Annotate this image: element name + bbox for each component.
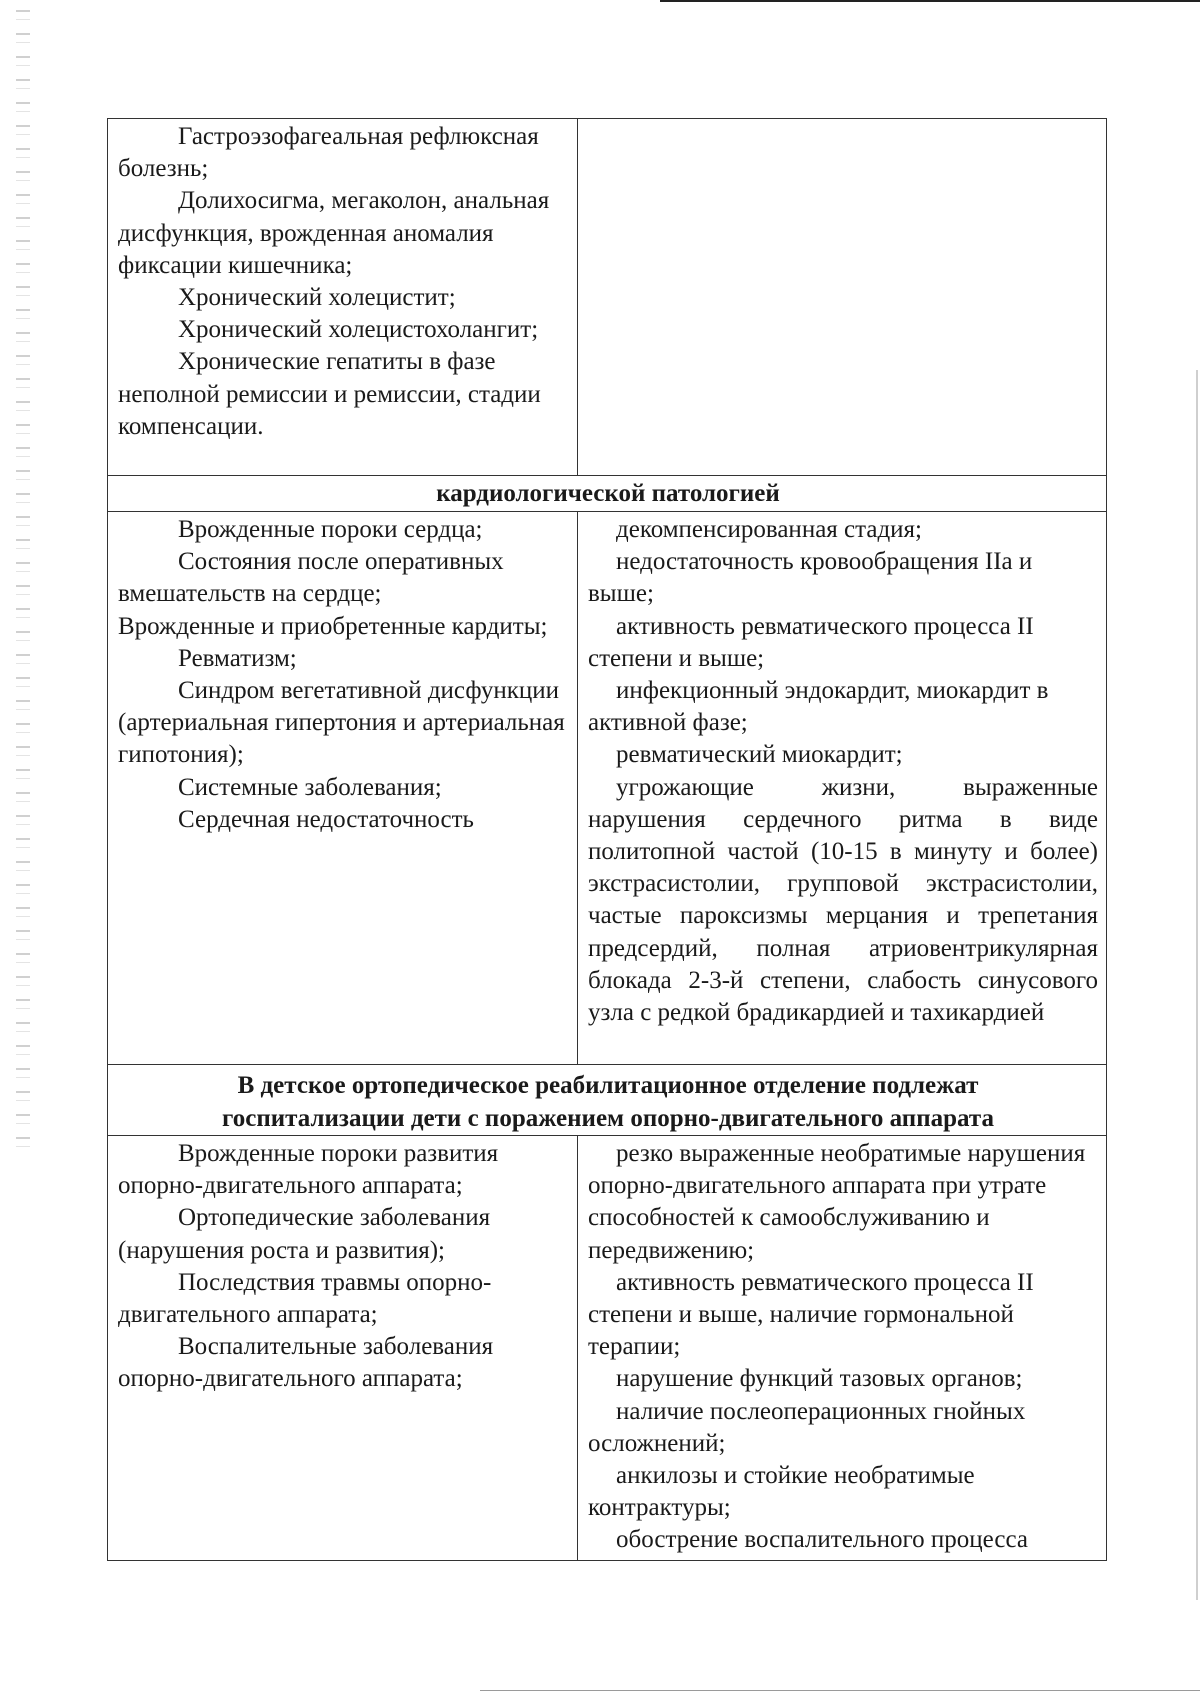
right-edge-shadow (1196, 370, 1198, 1600)
gastro-row (108, 119, 1107, 476)
ortho-heading-line: госпитализации дети с поражением опорно-двигательного аппарата (222, 1105, 994, 1132)
gastro-indication-item: Хронический холецистохолангит; (178, 316, 539, 344)
ortho-heading-row (108, 1065, 1107, 1136)
ortho-row (108, 1136, 1107, 1561)
ortho-indication-item: Воспалительные заболевания опорно-двигательного аппарата; (118, 1333, 494, 1393)
cardio-row (108, 512, 1107, 1065)
cardio-contraindication-item: декомпенсированная стадия; (616, 516, 923, 543)
ortho-indication-item: Врожденные пороки развития опорно-двигательного аппарата; (118, 1140, 499, 1200)
scan-binding-edge (16, 10, 30, 1160)
top-edge-rule (660, 0, 1200, 2)
cardio-contraindication-item: угрожающие жизни, выраженные нарушения сердечного ритма в виде политопной частой (10-15 в минуту и более) экстрасистолии, групповой экстрасистолии, частые пароксизмы мерцания и трепетания предсердий, полная атриовентрикулярная блокада 2-3-й степени, слабость синусового узла с редкой брадикардией и тахикардией (588, 773, 1098, 1027)
ortho-contraindication-item: резко выраженные необратимые нарушения опорно-двигательного аппарата при утрате способностей к самообслуживанию и передвижению; (588, 1140, 1086, 1264)
cardio-contraindication-item: активность ревматического процесса II степени и выше; (588, 612, 1034, 672)
cardio-indication-item: Синдром вегетативной дисфункции (артериальная гипертония и артериальная гипотония); (118, 677, 565, 769)
cardio-indication-item: Ревматизм; (178, 644, 297, 672)
criteria-table (107, 118, 1107, 1561)
cardio-contraindication-item: ревматический миокардит; (616, 741, 903, 769)
ortho-contraindication-item: нарушение функций тазовых органов; (616, 1365, 1023, 1393)
ortho-contraindications-cell (578, 1136, 1107, 1561)
cardio-contraindication-item: инфекционный эндокардит, миокардит в активной фазе; (588, 677, 1049, 737)
cardio-heading-row (108, 476, 1107, 512)
ortho-indication-item: Ортопедические заболевания (нарушения роста и развития); (118, 1204, 491, 1264)
ortho-indication-item: Последствия травмы опорно-двигательного аппарата; (118, 1268, 492, 1329)
gastro-indication-item: Хронический холецистит; (178, 284, 456, 312)
gastro-indications-cell (108, 119, 578, 476)
gastro-indication-item: Хронические гепатиты в фазе неполной ремиссии и ремиссии, стадии компенсации. (118, 348, 541, 440)
gastro-indication-item: Гастроэзофагеальная рефлюксная болезнь; (118, 123, 539, 183)
ortho-contraindication-item: анкилозы и стойкие необратимые контрактуры; (588, 1462, 975, 1522)
ortho-heading-line: В детское ортопедическое реабилитационное отделение подлежат (237, 1072, 979, 1099)
ortho-section-heading (108, 1065, 1107, 1136)
cardio-indication-item: Врожденные и приобретенные кардиты; (118, 612, 548, 640)
cardio-contraindications-cell (578, 512, 1107, 1065)
ortho-contraindication-item: наличие послеоперационных гнойных осложнений; (588, 1397, 1026, 1457)
bottom-edge-rule (480, 1690, 1200, 1691)
cardio-indication-item: Сердечная недостаточность (178, 805, 474, 833)
ortho-contraindication-item: обострение воспалительного процесса (616, 1526, 1028, 1554)
ortho-contraindication-item: активность ревматического процесса II степени и выше, наличие гормональной терапии; (588, 1268, 1034, 1361)
cardio-section-heading: кардиологической патологией (108, 476, 1107, 512)
ortho-indications-cell (108, 1136, 578, 1561)
cardio-indications-cell (108, 512, 578, 1065)
cardio-indication-item: Системные заболевания; (178, 773, 442, 801)
gastro-contraindications-cell (578, 119, 1107, 476)
cardio-contraindication-item: недостаточность кровообращения IIа и выше; (588, 548, 1033, 608)
gastro-indication-item: Долихосигма, мегаколон, анальная дисфункция, врожденная аномалия фиксации кишечника; (118, 187, 550, 279)
cardio-indication-item: Состояния после оперативных вмешательств на сердце; (118, 548, 504, 608)
cardio-indication-item: Врожденные пороки сердца; (178, 516, 483, 543)
